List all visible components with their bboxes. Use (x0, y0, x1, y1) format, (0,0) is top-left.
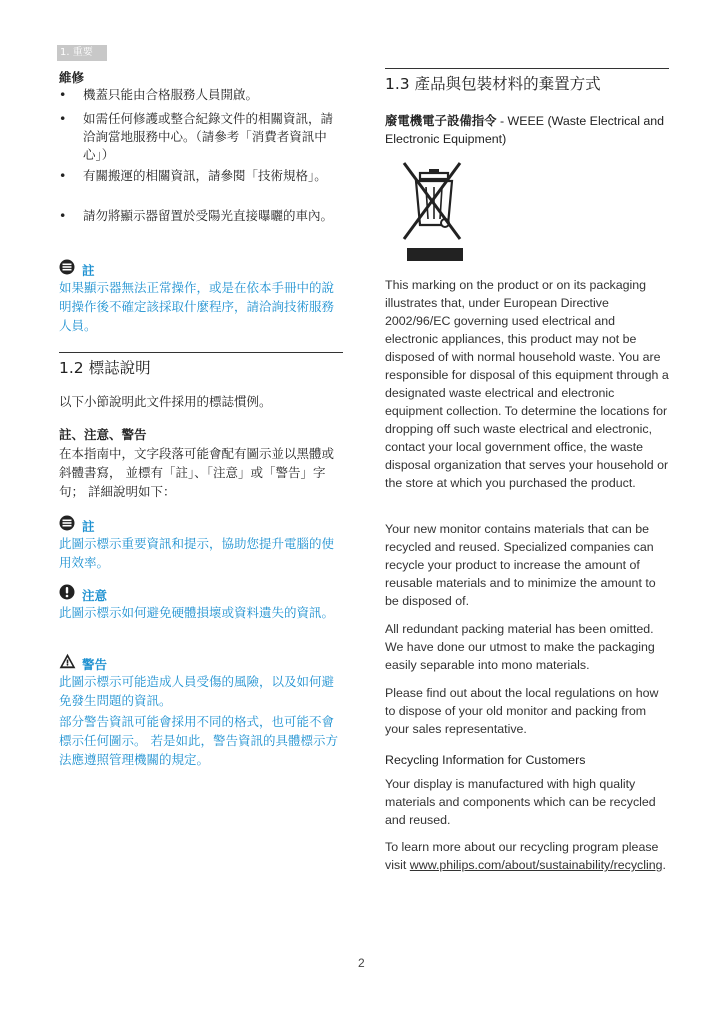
bullet-icon: • (59, 208, 67, 223)
warning-text-extra: 部分警告資訊可能會採用不同的格式，也可能不會標示任何圖示。 若是如此，警告資訊的具體標示方法應遵照管理機關的規定。 (59, 714, 338, 767)
warning-icon (59, 653, 76, 669)
weee-bin-icon (398, 157, 466, 265)
weee-heading-zh: 廢電機電子設備指令 (385, 113, 497, 128)
note-icon (59, 515, 75, 531)
weee-heading-en: - WEEE (Waste Electrical and Electronic Equipment) (385, 114, 665, 146)
chapter-tab: 1. 重要 (57, 45, 107, 61)
list-item-text: 有關搬運的相關資訊，請參閱「技術規格」。 (83, 168, 327, 183)
bullet-icon: • (59, 168, 67, 183)
note-label: 註 (82, 519, 95, 534)
packaging-paragraph: All redundant packing material has been omitted. We have done our utmost to make the packaging easily separable into mono materials. (385, 622, 655, 672)
program-suffix: . (662, 858, 666, 872)
maintenance-title: 維修 (59, 70, 85, 85)
list-item-text: 請勿將顯示器留置於受陽光直接曝曬的車內。 (83, 208, 334, 223)
section-title: 1.2 標誌說明 (59, 359, 151, 377)
warning-label: 警告 (82, 657, 108, 672)
recycling-heading: Recycling Information for Customers (385, 753, 586, 767)
list-item-text: 機蓋只能由合格服務人員開啟。 (83, 87, 259, 102)
program-text: To learn more about our recycling program please visit (385, 840, 659, 872)
warning-text: 此圖示標示可能造成人員受傷的風險，以及如何避免發生問題的資訊。 (59, 674, 335, 708)
regulations-paragraph: Please find out about the local regulations on how to dispose of your old monitor and packing from your sales representative. (385, 686, 659, 736)
notation-description: 在本指南中，文字段落可能會配有圖示並以黑體或斜體書寫， 並標有「註」、「注意」或「警告」字句； 詳細說明如下： (59, 446, 335, 499)
left-column (59, 0, 343, 1021)
materials-paragraph: Your display is manufactured with high quality materials and components which can be recycled and reused. (385, 777, 656, 827)
weee-heading (385, 112, 669, 148)
section-rule (59, 352, 343, 353)
bullet-icon: • (59, 87, 67, 102)
program-paragraph (385, 838, 675, 874)
bullet-icon: • (59, 111, 67, 126)
caution-text: 此圖示標示如何避免硬體損壞或資料遺失的資訊。 (59, 605, 335, 620)
notation-subhead: 註、注意、警告 (59, 427, 147, 442)
note-text: 此圖示標示重要資訊和提示，協助您提升電腦的使用效率。 (59, 536, 335, 570)
right-column (385, 0, 669, 1021)
weee-paragraph: This marking on the product or on its packaging illustrates that, under European Directive 2002/96/EC governing used electrical and electronic appliances, this product may not be disposed of with normal household waste. You are responsible for disposal of this equipment through a designated waste electrical and electronic equipment collection. To determine the locations for dropping off such waste electrical and electronic, contact your local government office, the waste disposal organization that serves your household or the store at which you purchased the product. (385, 278, 669, 490)
section-rule (385, 68, 669, 69)
caution-label: 注意 (82, 588, 108, 603)
recycle-paragraph: Your new monitor contains materials that can be recycled and reused. Specialized companies can recycle your product to increase the amount of reusable materials and to minimize the amount to be disposed of. (385, 522, 656, 608)
section-intro: 以下小節說明此文件採用的標誌慣例。 (59, 394, 272, 409)
note-icon (59, 259, 75, 275)
note-label: 註 (82, 263, 95, 278)
recycling-link[interactable]: www.philips.com/about/sustainability/recycling (409, 858, 663, 872)
page-number: 2 (358, 956, 365, 970)
caution-icon (59, 584, 75, 600)
section-title: 1.3 產品與包裝材料的棄置方式 (385, 75, 601, 93)
note-text: 如果顯示器無法正常操作，或是在依本手冊中的說明操作後不確定該採取什麼程序，請洽詢技術服務人員。 (59, 280, 335, 333)
list-item-text: 如需任何修護或整合紀錄文件的相關資訊，請洽詢當地服務中心。（請參考「消費者資訊中心」） (83, 111, 334, 162)
